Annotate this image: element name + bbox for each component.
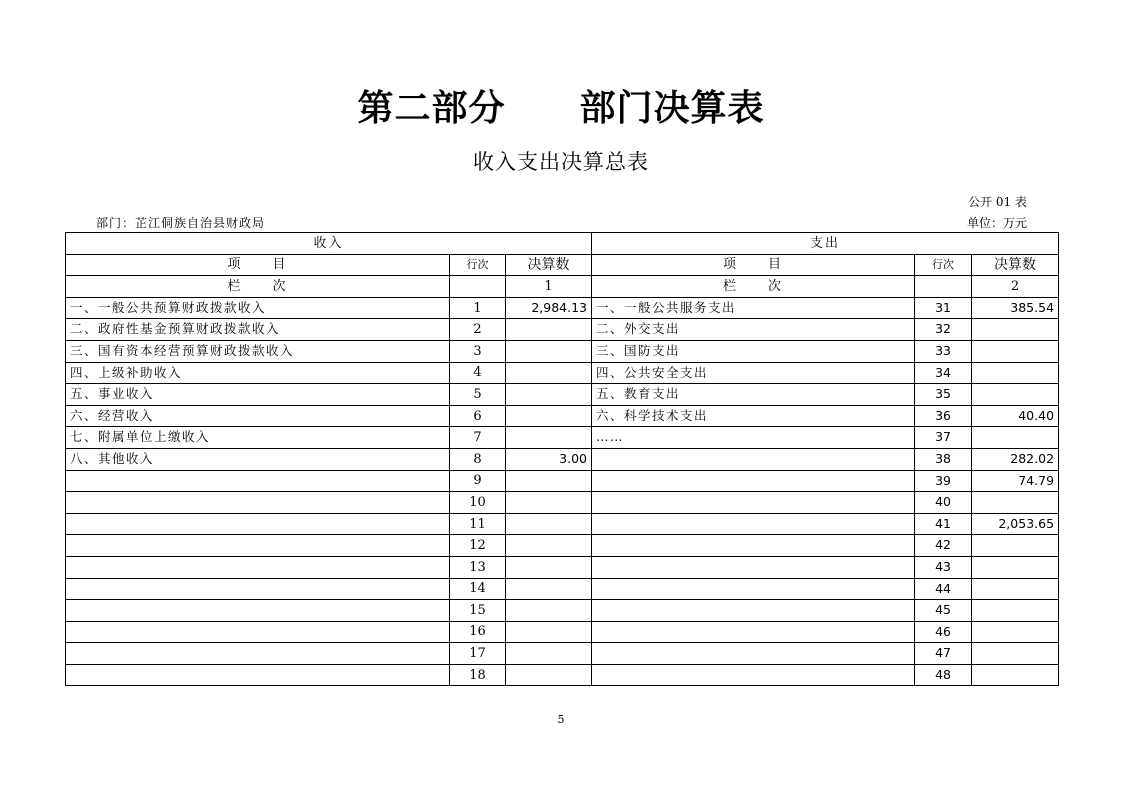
income-amount-cell — [506, 362, 592, 384]
expense-item-cell — [592, 492, 915, 514]
income-section-header: 收入 — [66, 233, 592, 255]
expense-amount-cell: 2,053.65 — [972, 513, 1059, 535]
expense-row-no-cell: 35 — [915, 384, 972, 406]
income-item-cell: 五、事业收入 — [66, 384, 450, 406]
page-number: 5 — [557, 713, 565, 726]
expense-item-cell — [592, 535, 915, 557]
expense-row-no-cell: 36 — [915, 405, 972, 427]
table-row — [66, 643, 1059, 665]
expense-item-cell: 六、科学技术支出 — [592, 405, 915, 427]
expense-amount-cell: 74.79 — [972, 470, 1059, 492]
income-row-no-cell: 4 — [450, 362, 506, 384]
expense-amount-cell: 40.40 — [972, 405, 1059, 427]
table-row — [66, 340, 1059, 362]
column-number-row — [66, 276, 1059, 298]
income-amount-cell: 3.00 — [506, 448, 592, 470]
expense-amount-cell — [972, 664, 1059, 686]
expense-item-cell: 一、一般公共服务支出 — [592, 297, 915, 319]
income-amount-cell — [506, 405, 592, 427]
income-amount-cell — [506, 556, 592, 578]
expense-row-no-cell: 38 — [915, 448, 972, 470]
income-amount-cell — [506, 340, 592, 362]
expense-column-number: 2 — [972, 276, 1059, 298]
expense-amount-cell — [972, 319, 1059, 341]
income-amount-cell — [506, 535, 592, 557]
income-item-cell: 二、政府性基金预算财政拨款收入 — [66, 319, 450, 341]
income-column-number: 1 — [506, 276, 592, 298]
income-row-no-cell: 3 — [450, 340, 506, 362]
expense-amount-cell — [972, 643, 1059, 665]
income-item-cell: 三、国有资本经营预算财政拨款收入 — [66, 340, 450, 362]
table-row — [66, 578, 1059, 600]
income-amount-cell — [506, 470, 592, 492]
table-row — [66, 297, 1059, 319]
expense-row-no-cell: 31 — [915, 297, 972, 319]
income-row-no-header: 行次 — [450, 254, 506, 276]
expense-item-cell — [592, 621, 915, 643]
income-item-cell: 一、一般公共预算财政拨款收入 — [66, 297, 450, 319]
table-row — [66, 513, 1059, 535]
income-row-no-cell: 10 — [450, 492, 506, 514]
expense-amount-cell — [972, 384, 1059, 406]
income-row-no-cell: 9 — [450, 470, 506, 492]
expense-amount-cell — [972, 492, 1059, 514]
expense-row-no-header: 行次 — [915, 254, 972, 276]
income-row-no-cell: 11 — [450, 513, 506, 535]
expense-row-no-cell: 42 — [915, 535, 972, 557]
expense-item-cell — [592, 470, 915, 492]
income-item-cell — [66, 621, 450, 643]
expense-amount-cell — [972, 600, 1059, 622]
expense-amount-cell — [972, 362, 1059, 384]
expense-item-header: 项 目 — [592, 254, 915, 276]
income-expense-table — [65, 232, 1059, 686]
income-item-cell — [66, 578, 450, 600]
table-row — [66, 556, 1059, 578]
section-header-row — [66, 233, 1059, 255]
income-column-label: 栏 次 — [66, 276, 450, 298]
expense-item-cell — [592, 556, 915, 578]
income-amount-cell — [506, 643, 592, 665]
table-row — [66, 362, 1059, 384]
table-row — [66, 621, 1059, 643]
expense-row-no-cell: 46 — [915, 621, 972, 643]
income-row-no-cell: 1 — [450, 297, 506, 319]
expense-row-no-cell: 47 — [915, 643, 972, 665]
income-item-cell — [66, 535, 450, 557]
expense-amount-cell — [972, 340, 1059, 362]
income-item-cell: 六、经营收入 — [66, 405, 450, 427]
table-row — [66, 470, 1059, 492]
page-title: 第二部分 部门决算表 — [357, 87, 765, 129]
form-code: 公开 01 表 — [968, 195, 1027, 209]
column-header-row — [66, 254, 1059, 276]
expense-item-cell: 五、教育支出 — [592, 384, 915, 406]
expense-amount-cell: 282.02 — [972, 448, 1059, 470]
income-row-no-cell: 13 — [450, 556, 506, 578]
expense-item-cell — [592, 578, 915, 600]
income-row-no-cell: 14 — [450, 578, 506, 600]
expense-amount-cell — [972, 427, 1059, 449]
table-title: 收入支出决算总表 — [473, 150, 649, 174]
income-amount-cell — [506, 513, 592, 535]
unit-label: 单位：万元 — [966, 216, 1027, 230]
income-row-no-cell: 5 — [450, 384, 506, 406]
expense-row-no-cell: 48 — [915, 664, 972, 686]
income-item-cell — [66, 600, 450, 622]
expense-column-label: 栏 次 — [592, 276, 915, 298]
expense-item-cell — [592, 513, 915, 535]
expense-row-no-cell: 32 — [915, 319, 972, 341]
income-amount-cell — [506, 578, 592, 600]
income-amount-cell — [506, 664, 592, 686]
expense-row-no-cell: 39 — [915, 470, 972, 492]
expense-item-cell: 二、外交支出 — [592, 319, 915, 341]
expense-row-no-blank — [915, 276, 972, 298]
expense-row-no-cell: 33 — [915, 340, 972, 362]
table-row — [66, 319, 1059, 341]
table-row — [66, 384, 1059, 406]
income-item-header: 项 目 — [66, 254, 450, 276]
expense-amount-cell — [972, 535, 1059, 557]
income-amount-cell — [506, 427, 592, 449]
expense-row-no-cell: 34 — [915, 362, 972, 384]
income-row-no-cell: 16 — [450, 621, 506, 643]
income-item-cell — [66, 643, 450, 665]
expense-item-cell: 三、国防支出 — [592, 340, 915, 362]
income-amount-cell — [506, 621, 592, 643]
income-row-no-cell: 18 — [450, 664, 506, 686]
expense-row-no-cell: 37 — [915, 427, 972, 449]
expense-row-no-cell: 41 — [915, 513, 972, 535]
income-amount-cell — [506, 384, 592, 406]
expense-row-no-cell: 44 — [915, 578, 972, 600]
income-row-no-cell: 12 — [450, 535, 506, 557]
expense-amount-cell — [972, 621, 1059, 643]
income-item-cell — [66, 470, 450, 492]
income-amount-cell — [506, 600, 592, 622]
table-row — [66, 535, 1059, 557]
table-row — [66, 448, 1059, 470]
table-row — [66, 492, 1059, 514]
expense-amount-cell — [972, 578, 1059, 600]
expense-amount-cell: 385.54 — [972, 297, 1059, 319]
table-row — [66, 405, 1059, 427]
income-amount-cell: 2,984.13 — [506, 297, 592, 319]
income-item-cell: 四、上级补助收入 — [66, 362, 450, 384]
income-item-cell — [66, 492, 450, 514]
expense-amount-header: 决算数 — [972, 254, 1059, 276]
expense-row-no-cell: 43 — [915, 556, 972, 578]
expense-item-cell — [592, 448, 915, 470]
table-row — [66, 600, 1059, 622]
expense-item-cell — [592, 600, 915, 622]
expense-row-no-cell: 45 — [915, 600, 972, 622]
expense-item-cell — [592, 664, 915, 686]
income-row-no-cell: 8 — [450, 448, 506, 470]
expense-item-cell — [592, 643, 915, 665]
income-row-no-blank — [450, 276, 506, 298]
expense-section-header: 支出 — [592, 233, 1059, 255]
income-row-no-cell: 2 — [450, 319, 506, 341]
table-row — [66, 664, 1059, 686]
income-row-no-cell: 17 — [450, 643, 506, 665]
income-row-no-cell: 6 — [450, 405, 506, 427]
income-amount-header: 决算数 — [506, 254, 592, 276]
income-item-cell — [66, 513, 450, 535]
income-item-cell — [66, 664, 450, 686]
income-item-cell — [66, 556, 450, 578]
expense-row-no-cell: 40 — [915, 492, 972, 514]
expense-item-cell: 四、公共安全支出 — [592, 362, 915, 384]
income-amount-cell — [506, 492, 592, 514]
income-amount-cell — [506, 319, 592, 341]
income-item-cell: 七、附属单位上缴收入 — [66, 427, 450, 449]
expense-amount-cell — [972, 556, 1059, 578]
department-label: 部门：芷江侗族自治县财政局 — [96, 216, 266, 230]
income-item-cell: 八、其他收入 — [66, 448, 450, 470]
income-row-no-cell: 15 — [450, 600, 506, 622]
expense-item-cell: …… — [592, 427, 915, 449]
table-row — [66, 427, 1059, 449]
income-row-no-cell: 7 — [450, 427, 506, 449]
